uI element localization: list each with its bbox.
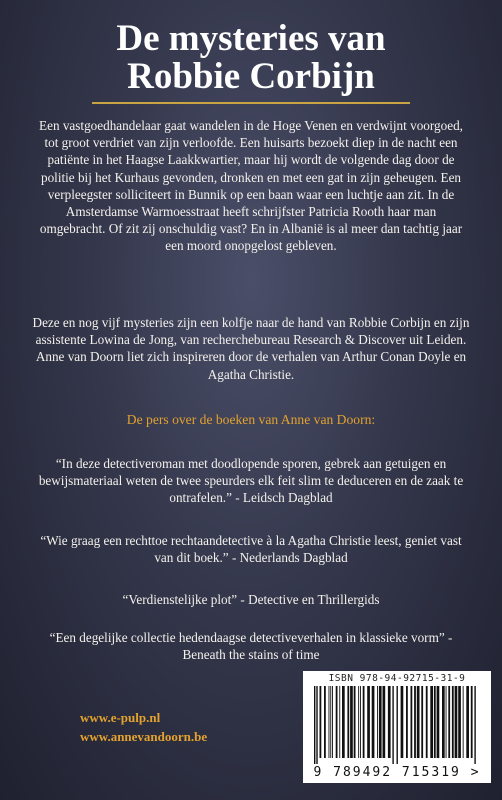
isbn-label: ISBN 978-94-92715-31-9 xyxy=(328,673,466,684)
barcode-bar xyxy=(417,686,420,758)
barcode-bar xyxy=(367,686,370,758)
barcode-bar xyxy=(379,686,382,758)
barcode-bar xyxy=(383,686,386,758)
barcode-bar xyxy=(442,686,445,758)
barcode-bar xyxy=(458,686,461,758)
barcode-bar xyxy=(421,686,423,758)
barcode-bar xyxy=(316,686,317,764)
book-title xyxy=(0,20,502,96)
barcode-bar xyxy=(466,686,469,758)
blurb-paragraph-2: Deze en nog vijf mysteries zijn een kolfje naar de hand van Robbie Corbijn en zijn assistente Lowina de Jong, van recherchebureau Research & Discover uit Leiden. Anne van Doorn liet zich inspireren door de verhalen van Arthur Conan Doyle en Agatha Christie. xyxy=(32,315,470,382)
press-quote-leidsch-dagblad: “In deze detectiveroman met doodlopende sporen, gebrek aan getuigen en bewijsmateriaal weten de twee speurders elk feit slim te deduceren en de zaak te ontrafelen.” - Leidsch Dagblad xyxy=(38,456,464,505)
barcode-bar xyxy=(360,686,361,758)
barcode-bar xyxy=(358,686,359,758)
link-annevandoorn[interactable]: www.annevandoorn.be xyxy=(80,729,208,744)
barcode-bar xyxy=(392,686,393,764)
barcode-bar xyxy=(406,686,408,758)
website-links xyxy=(80,708,207,746)
barcode-bar xyxy=(347,686,349,758)
barcode-bar xyxy=(354,686,356,758)
barcode-bar xyxy=(434,686,436,758)
title-divider xyxy=(92,102,410,104)
barcode-bar xyxy=(448,686,450,758)
link-e-pulp[interactable]: www.e-pulp.nl xyxy=(80,710,161,725)
barcode-bar xyxy=(324,686,326,758)
barcode-bar xyxy=(437,686,440,758)
barcode-bar xyxy=(330,686,331,758)
barcode-bar xyxy=(426,686,428,758)
barcode-bar xyxy=(430,686,433,758)
barcode-bar xyxy=(397,686,398,764)
barcode-bar xyxy=(363,686,365,758)
press-quote-nederlands-dagblad: “Wie graag een rechttoe rechtaandetective à la Agatha Christie leest, geniet vast van dit boek.” - Nederlands Dagblad xyxy=(40,533,462,565)
barcode-bar xyxy=(455,686,458,758)
barcode-bar xyxy=(350,686,353,758)
barcode-bar xyxy=(377,686,378,758)
barcode-number: 9 789492 715319 > xyxy=(313,765,481,780)
isbn-barcode xyxy=(303,671,491,783)
barcode-bar xyxy=(320,686,322,758)
barcode-bar xyxy=(452,686,454,758)
barcode-bar xyxy=(471,686,473,758)
barcode-bar xyxy=(474,686,475,764)
press-heading: De pers over de boeken van Anne van Doorn: xyxy=(126,412,376,427)
barcode-bar xyxy=(401,686,404,758)
barcode-bar xyxy=(329,686,330,758)
barcode-bars xyxy=(308,686,486,764)
barcode-bar xyxy=(411,686,413,758)
press-quote-beneath-the-stains: “Een degelijke collectie hedendaagse detectiveverhalen in klassieke vorm” - Beneath the stains of time xyxy=(49,630,453,662)
barcode-bar xyxy=(342,686,345,758)
barcode-bar xyxy=(388,686,391,758)
title-line-1: De mysteries van xyxy=(116,18,386,59)
barcode-bar xyxy=(463,686,464,758)
press-quote-thrillergids: “Verdienstelijke plot” - Detective en Thrillergids xyxy=(122,592,380,607)
blurb-paragraph-1: Een vastgoedhandelaar gaat wandelen in de Hoge Venen en verdwijnt voorgoed, tot groot verdriet van zijn verloofde. Een huisarts bezoekt diep in de nacht een patiënte in het Haagse Laakkwartier, maar hij wordt de volgende dag door de politie bij het Kurhaus gevonden, dronken en met een gat in zijn geheugen. Een verpleegster solliciteert in Bunnik op een baan waar een luchtje aan zit. In de Amsterdamse Warmoesstraat heeft schrijfster Patricia Rooth haar man omgebracht. Of zit zij onschuldig vast? En in Albanië is al meer dan tachtig jaar een moord onopgelost gebleven. xyxy=(39,118,463,254)
barcode-bar xyxy=(339,686,340,758)
barcode-bar xyxy=(446,686,447,758)
barcode-bar xyxy=(414,686,416,758)
barcode-bar xyxy=(336,686,338,758)
barcode-bar xyxy=(372,686,375,758)
title-line-2: Robbie Corbijn xyxy=(127,56,375,97)
barcode-bar xyxy=(314,686,315,764)
barcode-bar xyxy=(332,686,333,758)
